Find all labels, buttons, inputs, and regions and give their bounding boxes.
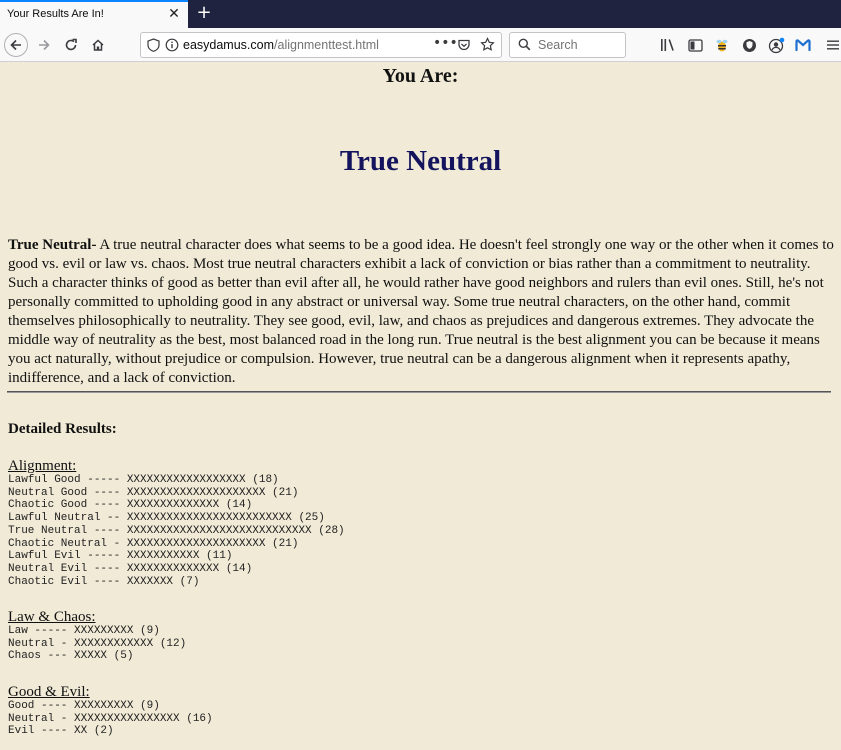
result-line: Lawful Neutral -- XXXXXXXXXXXXXXXXXXXXXXXXX (25)	[8, 512, 325, 525]
detailed-results-heading: Detailed Results:	[8, 421, 117, 437]
shield-icon[interactable]	[147, 38, 160, 57]
page-content	[0, 63, 841, 750]
result-line: Chaotic Evil ---- XXXXXXX (7)	[8, 575, 200, 588]
result-line: Chaos --- XXXXX (5)	[8, 650, 134, 663]
good-evil-heading: Good & Evil:	[8, 684, 90, 700]
close-tab-icon[interactable]: ✕	[168, 6, 180, 22]
search-icon	[518, 38, 531, 56]
info-icon[interactable]	[165, 38, 179, 57]
result-line: Neutral Good ---- XXXXXXXXXXXXXXXXXXXXX (21)	[8, 486, 299, 499]
pocket-icon[interactable]	[457, 38, 471, 57]
law-chaos-results	[8, 625, 186, 663]
navigation-toolbar	[0, 28, 841, 62]
result-line: Evil ---- XX (2)	[8, 725, 114, 738]
browser-tab[interactable]	[0, 0, 188, 28]
library-icon[interactable]	[657, 34, 679, 56]
new-tab-icon[interactable]: +	[196, 2, 212, 23]
reload-icon[interactable]	[60, 34, 82, 56]
title-bar	[0, 0, 841, 28]
extension-bee-icon[interactable]	[711, 34, 733, 56]
extension-shield-icon[interactable]	[738, 34, 760, 56]
good-evil-results	[8, 700, 213, 738]
back-arrow-icon[interactable]	[4, 33, 28, 57]
result-line: Chaotic Neutral - XXXXXXXXXXXXXXXXXXXXX (21)	[8, 537, 299, 550]
result-line: Lawful Evil ----- XXXXXXXXXXX (11)	[8, 550, 233, 563]
url-path: /alignmenttest.html	[274, 38, 379, 52]
search-input[interactable]	[509, 32, 626, 58]
tab-title: Your Results Are In!	[7, 8, 104, 20]
law-chaos-heading: Law & Chaos:	[8, 609, 96, 625]
result-line: Chaotic Good ---- XXXXXXXXXXXXXX (14)	[8, 499, 253, 512]
forward-arrow-icon[interactable]	[33, 34, 55, 56]
result-description	[8, 236, 834, 388]
menu-icon[interactable]	[826, 34, 840, 56]
result-line: Good ---- XXXXXXXXX (9)	[8, 700, 160, 712]
page-actions-icon[interactable]: •••	[433, 35, 458, 51]
alignment-heading: Alignment:	[8, 458, 77, 474]
sidebar-icon[interactable]	[684, 34, 706, 56]
account-icon[interactable]	[765, 34, 787, 56]
result-line: Law ----- XXXXXXXXX (9)	[8, 625, 160, 637]
page-heading: You Are:	[382, 65, 459, 87]
result-line: True Neutral ---- XXXXXXXXXXXXXXXXXXXXXXXXXXXX (28)	[8, 524, 345, 537]
url-text[interactable]	[183, 38, 379, 52]
description-text: A true neutral character does what seems to be a good idea. He doesn't feel strongly one way or the other when it comes to good vs. evil or law vs. chaos. Most true neutral characters exhibit a lack of conviction or bias rather than a commitment to neutrality. Such a character thinks of good as better than evil after all, he would rather have good neighbors and rulers than evil ones. Still, he's not personally committed to upholding good in any abstract or universal way. Some true neutral characters, on the other hand, commit themselves philosophically to neutrality. They see good, evil, law, and chaos as prejudices and dangerous extremes. They advocate the middle way of neutrality as the best, most balanced road in the long run. True neutral is the best alignment you can be because it means you act naturally, without prejudice or compulsion. However, true neutral can be a dangerous alignment when it represents apathy, indifference, and a lack of conviction.	[8, 237, 834, 386]
result-line: Neutral Evil ---- XXXXXXXXXXXXXX (14)	[8, 562, 253, 575]
result-line: Neutral - XXXXXXXXXXXXXXXX (16)	[8, 712, 213, 725]
alignment-results	[8, 474, 345, 588]
search-placeholder: Search	[538, 38, 578, 52]
extension-m-icon[interactable]	[792, 34, 814, 56]
address-bar[interactable]	[140, 32, 502, 58]
description-lead: True Neutral-	[8, 237, 97, 253]
home-icon[interactable]	[87, 34, 109, 56]
url-domain: easydamus.com	[183, 38, 275, 52]
divider	[7, 391, 831, 393]
result-line: Neutral - XXXXXXXXXXXX (12)	[8, 637, 187, 650]
result-line: Lawful Good ----- XXXXXXXXXXXXXXXXXX (18)	[8, 474, 279, 486]
bookmark-star-icon[interactable]	[480, 37, 495, 57]
result-title: True Neutral	[339, 145, 502, 177]
